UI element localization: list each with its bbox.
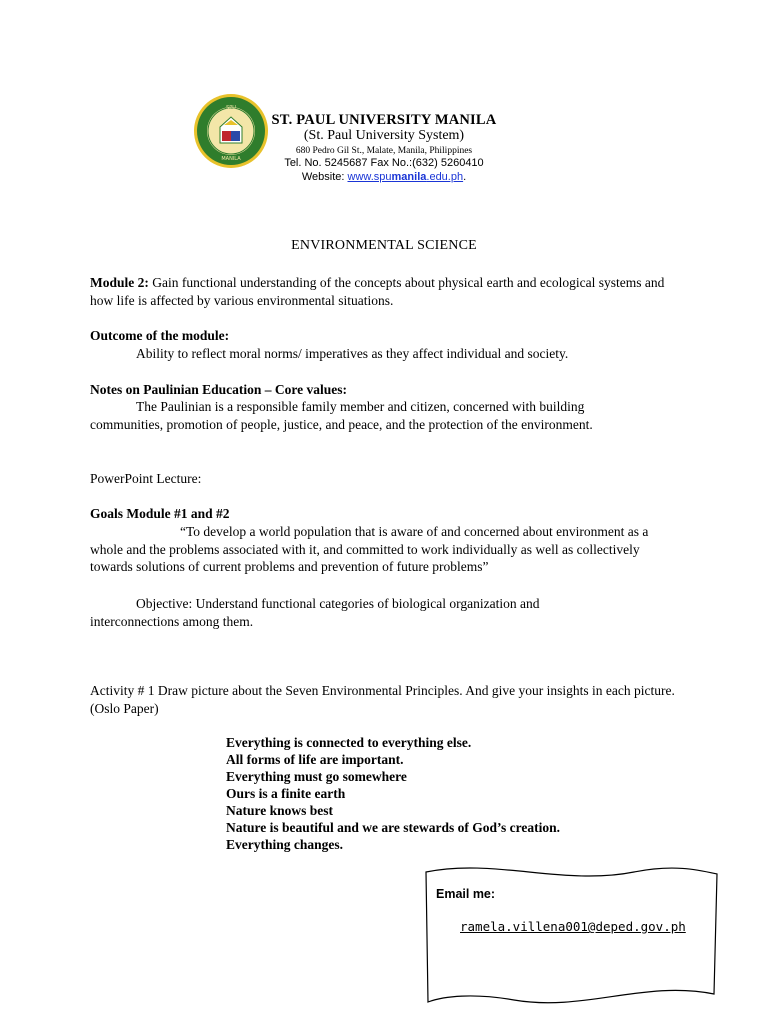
email-address-link[interactable]: ramela.villena001@deped.gov.ph <box>460 919 686 934</box>
powerpoint-label: PowerPoint Lecture: <box>90 471 202 486</box>
university-seal-logo <box>193 93 269 169</box>
university-system: (St. Paul University System) <box>303 128 465 143</box>
wavy-banner-shape <box>424 862 720 1020</box>
notes-heading: Notes on Paulinian Education – Core values: <box>90 382 348 397</box>
svg-text:MANILA: MANILA <box>221 156 241 162</box>
principle-item: Nature is beautiful and we are stewards of God’s creation. <box>226 820 560 835</box>
principle-item: Ours is a finite earth <box>226 786 346 801</box>
principle-item: Everything is connected to everything else. <box>226 735 472 750</box>
principle-item: All forms of life are important. <box>226 752 404 767</box>
email-label: Email me: <box>436 887 496 901</box>
module-label: Module 2: <box>90 275 149 290</box>
principle-item: Everything changes. <box>226 837 344 852</box>
goals-heading: Goals Module #1 and #2 <box>90 506 230 521</box>
university-address: 680 Pedro Gil St., Malate, Manila, Philippines <box>295 146 473 156</box>
principle-item: Nature knows best <box>226 803 334 818</box>
university-name: ST. PAUL UNIVERSITY MANILA <box>271 112 497 128</box>
university-website: Website: www.spumanila.edu.ph. <box>301 171 467 183</box>
website-link[interactable]: www.spumanila.edu.ph <box>347 171 464 183</box>
svg-text:SPU: SPU <box>226 105 236 111</box>
module-text: Gain functional understanding of the concepts about physical earth and ecological systems and how life is affected by various environmental situations. <box>90 275 665 308</box>
outcome-heading: Outcome of the module: <box>90 328 230 343</box>
document-title: ENVIRONMENTAL SCIENCE <box>291 238 477 253</box>
goals-text: “To develop a world population that is aware of and concerned about environment as a whole and the problems associated with it, and committed to work individually as well as collectively towards solutions of current problems and prevention of future problems” <box>90 524 649 574</box>
email-box <box>424 862 720 1020</box>
activity-text: Activity # 1 Draw picture about the Seven Environmental Principles. And give your insights in each picture. (Oslo Paper) <box>90 683 675 716</box>
module-paragraph <box>90 274 670 309</box>
notes-text: The Paulinian is a responsible family member and citizen, concerned with building communities, promotion of people, justice, and peace, and the protection of the environment. <box>90 399 593 432</box>
objective-text: Objective: Understand functional categories of biological organization and interconnections among them. <box>90 596 540 629</box>
principle-item: Everything must go somewhere <box>226 769 407 784</box>
outcome-text: Ability to reflect moral norms/ imperatives as they affect individual and society. <box>136 346 569 361</box>
principles-list <box>226 734 646 853</box>
university-phone: Tel. No. 5245687 Fax No.:(632) 5260410 <box>284 157 484 169</box>
website-label: Website: <box>301 171 345 183</box>
